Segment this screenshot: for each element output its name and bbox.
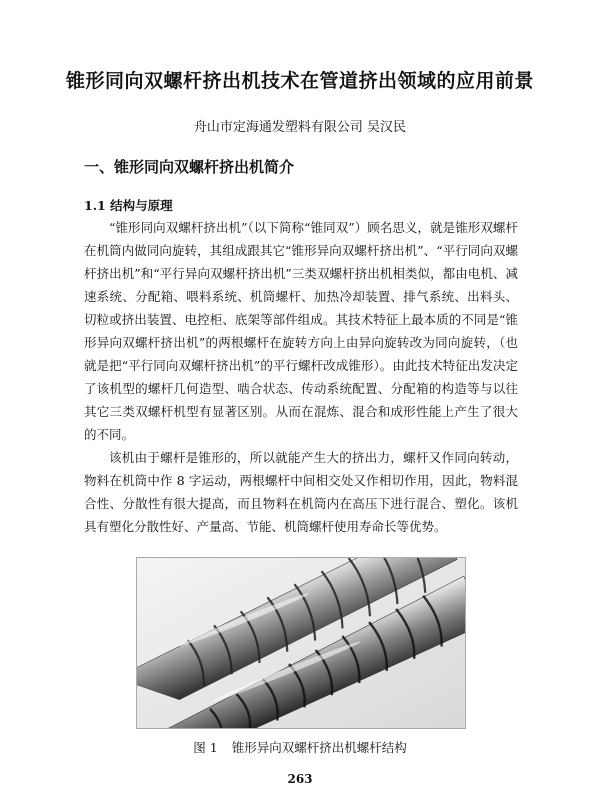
author-affiliation: 舟山市定海通发塑料有限公司 吴汉民	[193, 120, 407, 135]
subsection-heading: 1.1 结构与原理	[84, 198, 173, 213]
paper-title: 锥形同向双螺杆挤出机技术在管道挤出领域的应用前景	[65, 70, 534, 92]
page-number: 263	[287, 772, 313, 786]
body-paragraph-2: 该机由于螺杆是锥形的，所以就能产生大的挤出力，螺杆又作同向转动，物料在机筒中作 8 字运动，两根螺杆中间相交处又作相切作用，因此，物料混合性、分散性有很大提高，而且物料在机筒内在高压下进行混合、塑化。该机具有塑化分散性好、产量高、节能、机筒螺杆使用寿命长等优势。	[84, 450, 518, 534]
figure-number: 图 1	[193, 740, 218, 755]
body-paragraph-1: “锥形同向双螺杆挤出机”（以下简称“锥同双”）顾名思义，就是锥形双螺杆在机筒内做同向旋转，其组成跟其它“锥形异向双螺杆挤出机”、“平行同向双螺杆挤出机”和“平行异向双螺杆挤出机”三类双螺杆挤出机相类似，都由电机、减速系统、分配箱、喂料系统、机筒螺杆、加热冷却装置、排气系统、出料头、切粒或挤出装置、电控柜、底架等部件组成。其技术特征上最本质的不同是“锥形异向双螺杆挤出机”的两根螺杆在旋转方向上由异向旋转改为同向旋转，（也就是把“平行同向双螺杆挤出机”的平行螺杆改成锥形）。由此技术特征出发决定了该机型的螺杆几何造型、啮合状态、传动系统配置、分配箱的构造等与以往其它三类双螺杆机型有显著区别。从而在混炼、混合和成形性能上产生了很大的不同。	[84, 220, 518, 442]
figure-caption-text: 锥形异向双螺杆挤出机螺杆结构	[231, 740, 407, 755]
section-heading: 一、锥形同向双螺杆挤出机简介	[84, 158, 295, 176]
figure-screw-photo	[136, 557, 466, 729]
figure-caption	[0, 738, 600, 756]
